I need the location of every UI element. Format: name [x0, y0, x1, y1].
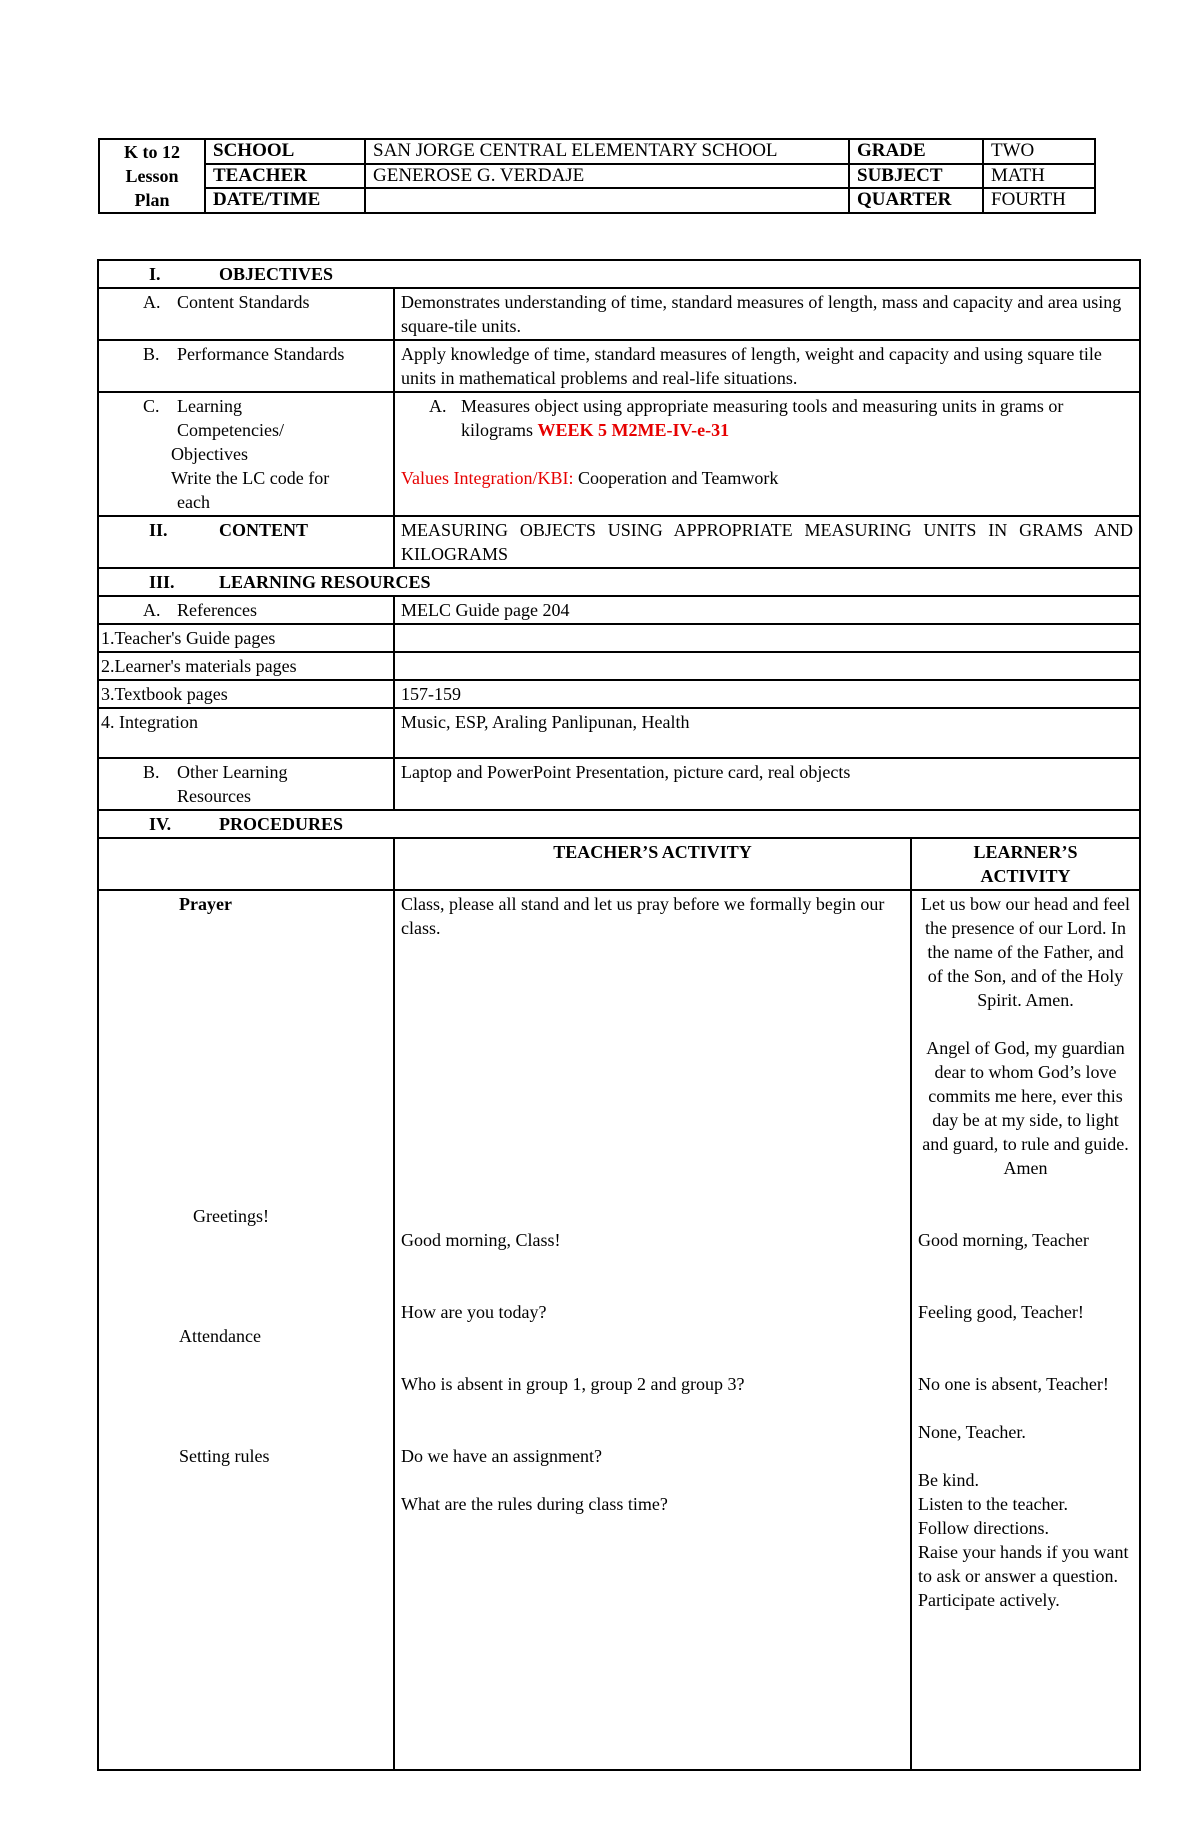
school-value: SAN JORGE CENTRAL ELEMENTARY SCHOOL	[365, 139, 849, 164]
references-label: A. References	[98, 596, 394, 624]
learning-competencies-value: A. Measures object using appropriate measuring tools and measuring units in grams or kilograms WEEK 5 M2ME-IV-e-31 Values Integration/KBI: Cooperation and Teamwork	[394, 392, 1140, 516]
performance-standards-value: Apply knowledge of time, standard measures of length, weight and capacity and using square tile units in mathematical problems and real-life situations.	[394, 340, 1140, 392]
date-time-label: DATE/TIME	[205, 188, 365, 213]
subject-label: SUBJECT	[849, 164, 983, 189]
rules-learner-line-3: Follow directions.	[918, 1518, 1049, 1538]
greetings-learner-text-1: Good morning, Teacher	[918, 1230, 1089, 1250]
textbook-pages-value: 157-159	[394, 680, 1140, 708]
procedures-heading: IV. PROCEDURES	[98, 810, 1140, 838]
rules-learner-line-1: Be kind.	[918, 1470, 979, 1490]
date-time-value	[365, 188, 849, 213]
learners-materials-label: 2.Learner's materials pages	[98, 652, 394, 680]
attendance-teacher-text-1: Who is absent in group 1, group 2 and group 3?	[401, 1374, 745, 1394]
lesson-plan-main-table	[97, 259, 1141, 1771]
lc-code: WEEK 5 M2ME-IV-e-31	[537, 420, 730, 440]
greetings-teacher-text-2: How are you today?	[401, 1302, 547, 1322]
integration-label: 4. Integration	[98, 708, 394, 758]
grade-label: GRADE	[849, 139, 983, 164]
lesson-plan-header-table	[98, 138, 1096, 214]
rules-learner-line-5: Participate actively.	[918, 1590, 1060, 1610]
procedure-labels-column	[98, 890, 394, 1770]
prayer-label: Prayer	[179, 894, 232, 914]
setting-rules-label: Setting rules	[179, 1446, 270, 1466]
attendance-learner-text-2: None, Teacher.	[918, 1422, 1026, 1442]
prayer-learner-text-2: Angel of God, my guardian dear to whom God’s love commits me here, ever this day be at my side, to light and guard, to rule and guide. Amen	[922, 1038, 1129, 1178]
learners-materials-value	[394, 652, 1140, 680]
rules-learner-line-2: Listen to the teacher.	[918, 1494, 1068, 1514]
values-integration: Values Integration/KBI: Cooperation and Teamwork	[401, 468, 779, 488]
textbook-pages-label: 3.Textbook pages	[98, 680, 394, 708]
content-standards-value: Demonstrates understanding of time, standard measures of length, mass and capacity and area using square-tile units.	[394, 288, 1140, 340]
content-value: MEASURING OBJECTS USING APPROPRIATE MEASURING UNITS IN GRAMS AND KILOGRAMS	[394, 516, 1140, 568]
attendance-learner-text-1: No one is absent, Teacher!	[918, 1374, 1109, 1394]
performance-standards-label: B. Performance Standards	[98, 340, 394, 392]
learning-competencies-label: C. Learning Competencies/ Objectives Write the LC code for each	[98, 392, 394, 516]
teacher-activity-column	[394, 890, 911, 1770]
quarter-label: QUARTER	[849, 188, 983, 213]
k-to-12-lesson-plan-label: K to 12 Lesson Plan	[99, 139, 205, 213]
quarter-value: FOURTH	[983, 188, 1095, 213]
prayer-learner-text-1: Let us bow our head and feel the presence of our Lord. In the name of the Father, and of the Son, and of the Holy Spirit. Amen.	[921, 894, 1130, 1010]
teacher-activity-header: TEACHER’S ACTIVITY	[394, 838, 911, 890]
greetings-label: Greetings!	[193, 1206, 269, 1226]
procedures-blank-header	[98, 838, 394, 890]
rules-learner-line-4: Raise your hands if you want to ask or answer a question.	[918, 1542, 1129, 1586]
other-resources-value: Laptop and PowerPoint Presentation, picture card, real objects	[394, 758, 1140, 810]
greetings-learner-text-2: Feeling good, Teacher!	[918, 1302, 1084, 1322]
rules-teacher-text: What are the rules during class time?	[401, 1494, 668, 1514]
greetings-teacher-text-1: Good morning, Class!	[401, 1230, 561, 1250]
learner-activity-header: LEARNER’S ACTIVITY	[911, 838, 1140, 890]
teachers-guide-label: 1.Teacher's Guide pages	[98, 624, 394, 652]
learner-activity-column	[911, 890, 1140, 1770]
attendance-teacher-text-2: Do we have an assignment?	[401, 1446, 602, 1466]
objectives-heading: I. OBJECTIVES	[98, 260, 1140, 288]
content-standards-label: A. Content Standards	[98, 288, 394, 340]
teacher-value: GENEROSE G. VERDAJE	[365, 164, 849, 189]
content-heading: II. CONTENT	[98, 516, 394, 568]
teacher-label: TEACHER	[205, 164, 365, 189]
grade-value: TWO	[983, 139, 1095, 164]
learning-resources-heading: III. LEARNING RESOURCES	[98, 568, 1140, 596]
attendance-label: Attendance	[179, 1326, 261, 1346]
prayer-teacher-text: Class, please all stand and let us pray before we formally begin our class.	[401, 894, 885, 938]
other-resources-label: B. Other Learning Resources	[98, 758, 394, 810]
school-label: SCHOOL	[205, 139, 365, 164]
integration-value: Music, ESP, Araling Panlipunan, Health	[394, 708, 1140, 758]
objectives-section-row	[98, 260, 1140, 288]
references-value: MELC Guide page 204	[394, 596, 1140, 624]
teachers-guide-value	[394, 624, 1140, 652]
subject-value: MATH	[983, 164, 1095, 189]
